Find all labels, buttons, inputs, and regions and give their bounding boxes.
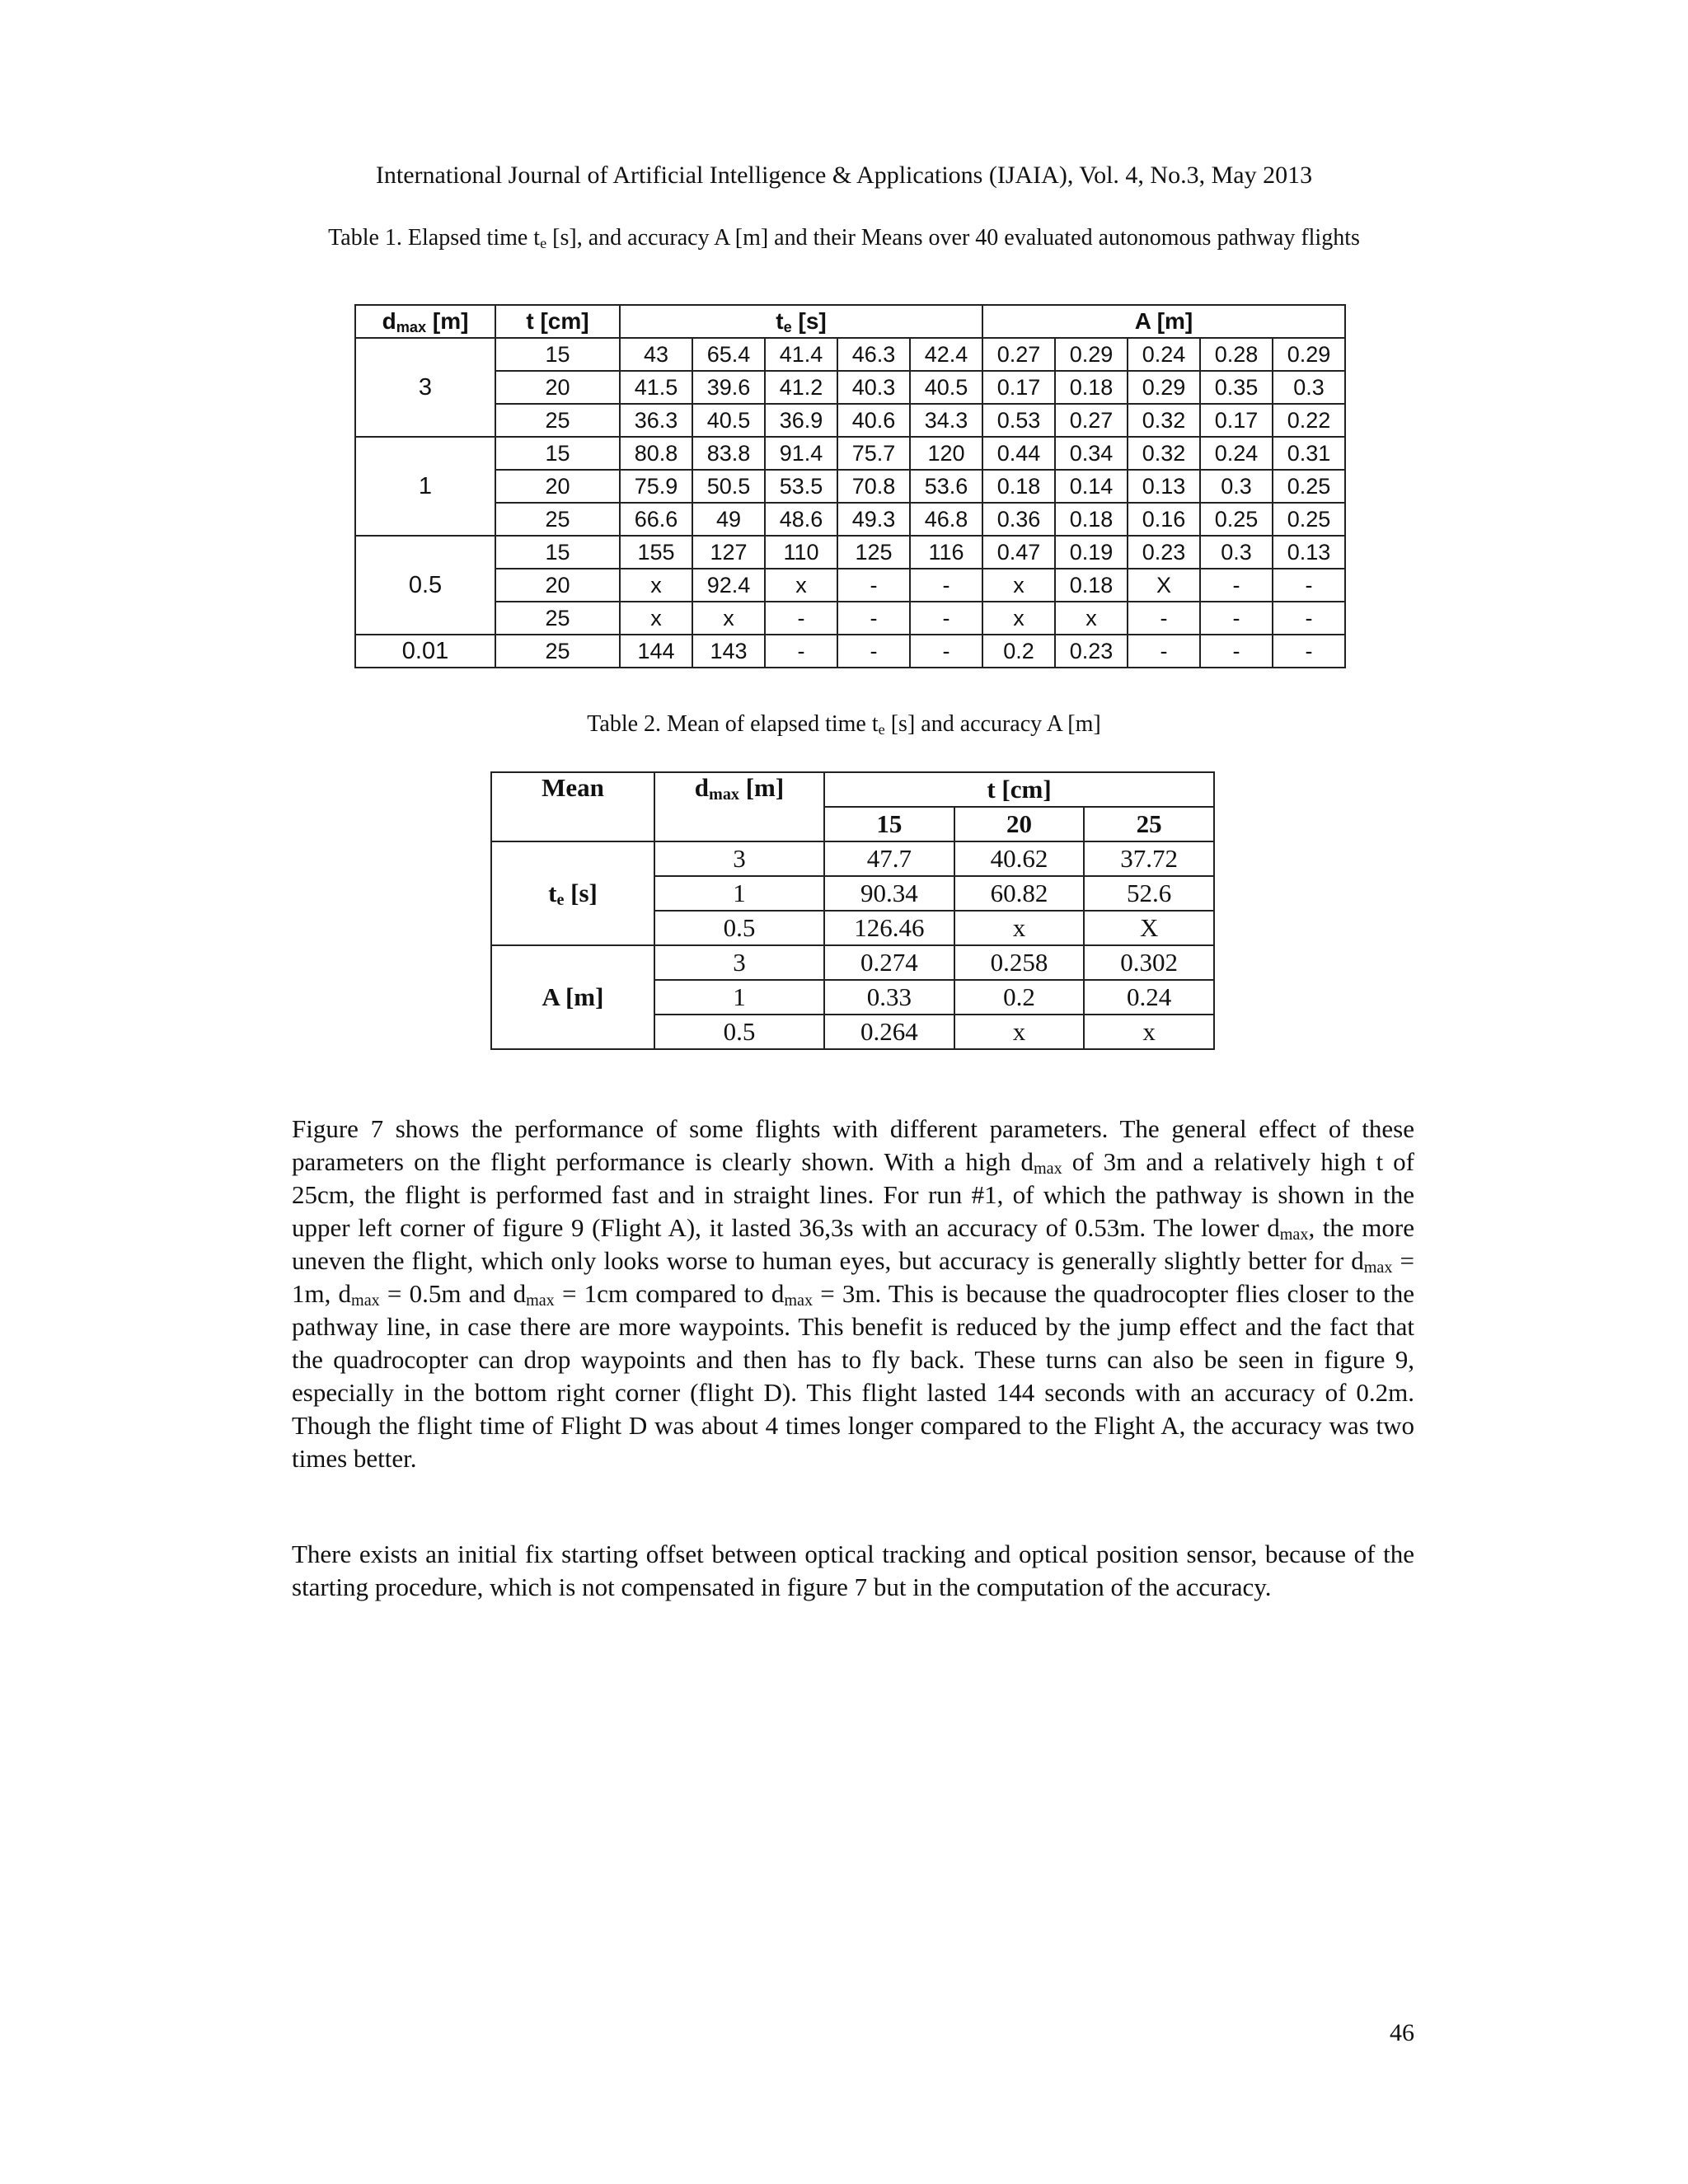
table2-header-t-value: 25 [1084, 807, 1214, 841]
table-row [491, 945, 1214, 980]
table1-accuracy-cell: 0.23 [1128, 536, 1200, 569]
table-row [355, 569, 1345, 602]
table1-te-cell: 39.6 [692, 371, 765, 404]
table1-accuracy-cell: 0.19 [1055, 536, 1128, 569]
table2-value-cell: x [954, 911, 1085, 945]
table1-te-cell: - [765, 602, 837, 635]
table1-accuracy-cell: - [1273, 602, 1345, 635]
table1-accuracy-cell: 0.18 [1055, 569, 1128, 602]
table2-value-cell: 0.264 [824, 1015, 954, 1049]
body-paragraph-1: Figure 7 shows the performance of some flights with different parameters. The general effect of these parameters on the flight performance is clearly shown. With a high $d_{max}$ of 3m and a relatively high t of 25cm, the flight is performed fast and in straight lines. For run #1, of which the pathway is shown in the upper left corner of figure 9 (Flight A), it lasted 36,3s with an accuracy of 0.53m. The lower $d_{max}$, the more uneven the flight, which only looks worse to human eyes, but accuracy is generally slightly better for $d_{max} = 1m$, $d_{max} = 0.5m$ and $d_{max} = 1cm$ compared to $d_{max} = 3m$. This is because the quadrocopter flies closer to the pathway line, in case there are more waypoints. This benefit is reduced by the jump effect and the fact that the quadrocopter can drop waypoints and then has to fly back. These turns can also be seen in figure 9, especially in the bottom right corner (flight D). This flight lasted 144 seconds with an accuracy of 0.2m. Though the flight time of Flight D was about 4 times longer compared to the Flight A, the accuracy was two times better. [292, 1114, 1415, 1473]
table1-te-cell: 41.4 [765, 338, 837, 371]
table1-accuracy-cell: 0.29 [1055, 338, 1128, 371]
table1-te-cell: 43 [620, 338, 692, 371]
table1-te-cell: 127 [692, 536, 765, 569]
table1-te-cell: 50.5 [692, 470, 765, 503]
table1-dmax-cell: 0.01 [355, 635, 495, 668]
table2-value-cell: 52.6 [1084, 876, 1214, 911]
table1-te-cell: - [910, 635, 982, 668]
table1-accuracy-cell: 0.25 [1273, 503, 1345, 536]
table1-t-cell: 25 [495, 602, 620, 635]
table1-accuracy-cell: 0.14 [1055, 470, 1128, 503]
table1-t-cell: 20 [495, 470, 620, 503]
table1-te-cell: 120 [910, 437, 982, 470]
table1-te-cell: 83.8 [692, 437, 765, 470]
table1-dmax-cell: 1 [355, 437, 495, 536]
table1-accuracy-cell: 0.22 [1273, 404, 1345, 437]
table1-te-cell: 70.8 [837, 470, 910, 503]
table1-accuracy-cell: 0.32 [1128, 404, 1200, 437]
table1-accuracy-cell: 0.34 [1055, 437, 1128, 470]
table1-accuracy-cell: x [982, 602, 1055, 635]
table1-te-cell: 41.2 [765, 371, 837, 404]
table1-dmax-cell: 0.5 [355, 536, 495, 635]
table2-value-cell: 37.72 [1084, 841, 1214, 876]
table1-accuracy-cell: - [1128, 602, 1200, 635]
table1-te-cell: 40.3 [837, 371, 910, 404]
table1-te-cell: 36.3 [620, 404, 692, 437]
table1-accuracy-cell: 0.29 [1273, 338, 1345, 371]
table-row [355, 536, 1345, 569]
table1-te-cell: 36.9 [765, 404, 837, 437]
table1-t-cell: 25 [495, 404, 620, 437]
table1-te-cell: x [620, 602, 692, 635]
page-number: 46 [1390, 2019, 1414, 2046]
table1-t-cell: 15 [495, 536, 620, 569]
table1-caption: Table 1. Elapsed time $t_e$ [s], and accuracy A [m] and their Means over 40 evaluated autonomous pathway flights [328, 225, 1360, 251]
table1-accuracy-cell: x [982, 569, 1055, 602]
table-row [355, 503, 1345, 536]
table-row [355, 371, 1345, 404]
table1-accuracy-cell: 0.27 [1055, 404, 1128, 437]
table1-accuracy-cell: 0.24 [1128, 338, 1200, 371]
table1-te-cell: 34.3 [910, 404, 982, 437]
table2-group-label: A [m] [491, 945, 654, 1049]
table-row [355, 404, 1345, 437]
table1-te-cell: 116 [910, 536, 982, 569]
table2-value-cell: 40.62 [954, 841, 1085, 876]
table1-accuracy-cell: 0.31 [1273, 437, 1345, 470]
table2-value-cell: x [954, 1015, 1085, 1049]
table1-te-cell: 92.4 [692, 569, 765, 602]
table1-header-accuracy: A [m] [982, 305, 1345, 338]
table1-te-cell: 40.5 [910, 371, 982, 404]
table1 [354, 304, 1346, 668]
table1-accuracy-cell: 0.28 [1200, 338, 1273, 371]
table1-header-te: $t_e$ [s] [620, 305, 982, 338]
table1-accuracy-cell: 0.32 [1128, 437, 1200, 470]
table1-te-cell: 144 [620, 635, 692, 668]
table1-header-row [355, 305, 1345, 338]
table1-accuracy-cell: 0.36 [982, 503, 1055, 536]
table1-accuracy-cell: 0.44 [982, 437, 1055, 470]
table1-accuracy-cell: 0.3 [1200, 536, 1273, 569]
table1-accuracy-cell: 0.13 [1128, 470, 1200, 503]
table1-accuracy-cell: 0.18 [1055, 371, 1128, 404]
table1-te-cell: x [620, 569, 692, 602]
table1-te-cell: - [765, 635, 837, 668]
table1-accuracy-cell: - [1273, 635, 1345, 668]
table1-accuracy-cell: 0.18 [1055, 503, 1128, 536]
table1-te-cell: 42.4 [910, 338, 982, 371]
table-row [355, 338, 1345, 371]
table1-t-cell: 25 [495, 635, 620, 668]
table1-t-cell: 20 [495, 569, 620, 602]
table1-header-dmax: $d_{max}$ [m] [355, 305, 495, 338]
table1-accuracy-cell: 0.13 [1273, 536, 1345, 569]
table1-accuracy-cell: 0.17 [982, 371, 1055, 404]
table1-te-cell: - [837, 569, 910, 602]
table1-te-cell: 91.4 [765, 437, 837, 470]
table1-te-cell: 46.3 [837, 338, 910, 371]
table1-t-cell: 20 [495, 371, 620, 404]
table2-dmax-cell: 1 [654, 980, 824, 1015]
table1-accuracy-cell: - [1200, 635, 1273, 668]
table1-accuracy-cell: 0.3 [1273, 371, 1345, 404]
table1-accuracy-cell: 0.24 [1200, 437, 1273, 470]
table1-accuracy-cell: 0.2 [982, 635, 1055, 668]
table2-value-cell: X [1084, 911, 1214, 945]
table1-te-cell: 53.6 [910, 470, 982, 503]
table1-te-cell: 40.6 [837, 404, 910, 437]
table1-accuracy-cell: 0.25 [1273, 470, 1345, 503]
table1-te-cell: 48.6 [765, 503, 837, 536]
table1-te-cell: - [910, 569, 982, 602]
table1-te-cell: 53.5 [765, 470, 837, 503]
table2-value-cell: 0.302 [1084, 945, 1214, 980]
table1-accuracy-cell: 0.53 [982, 404, 1055, 437]
table2-dmax-cell: 0.5 [654, 1015, 824, 1049]
table1-accuracy-cell: 0.18 [982, 470, 1055, 503]
table2-caption: Table 2. Mean of elapsed time $t_e$ [s] and accuracy A [m] [587, 711, 1101, 738]
table1-accuracy-cell: 0.16 [1128, 503, 1200, 536]
table2 [490, 771, 1215, 1050]
table1-te-cell: 41.5 [620, 371, 692, 404]
table2-value-cell: 0.274 [824, 945, 954, 980]
table1-te-cell: 143 [692, 635, 765, 668]
table2-header-dmax: $d_{max}$ [m] [654, 772, 824, 841]
table2-header-t: t [cm] [824, 772, 1214, 807]
table1-te-cell: - [910, 602, 982, 635]
table2-value-cell: 60.82 [954, 876, 1085, 911]
table2-value-cell: 47.7 [824, 841, 954, 876]
table1-accuracy-cell: - [1200, 569, 1273, 602]
table1-t-cell: 15 [495, 338, 620, 371]
table1-accuracy-cell: X [1128, 569, 1200, 602]
table1-te-cell: 155 [620, 536, 692, 569]
table1-te-cell: 110 [765, 536, 837, 569]
table1-accuracy-cell: 0.35 [1200, 371, 1273, 404]
table1-te-cell: 75.9 [620, 470, 692, 503]
table2-dmax-cell: 0.5 [654, 911, 824, 945]
table-row [355, 470, 1345, 503]
table1-te-cell: 65.4 [692, 338, 765, 371]
table1-accuracy-cell: - [1128, 635, 1200, 668]
table1-te-cell: 66.6 [620, 503, 692, 536]
table1-te-cell: x [765, 569, 837, 602]
table1-te-cell: x [692, 602, 765, 635]
table1-dmax-cell: 3 [355, 338, 495, 437]
table1-te-cell: - [837, 635, 910, 668]
table1-t-cell: 15 [495, 437, 620, 470]
table2-header-t-value: 20 [954, 807, 1085, 841]
table1-accuracy-cell: 0.27 [982, 338, 1055, 371]
table1-te-cell: 46.8 [910, 503, 982, 536]
table1-accuracy-cell: 0.47 [982, 536, 1055, 569]
table2-group-label: $t_e$ [s] [491, 841, 654, 945]
table1-t-cell: 25 [495, 503, 620, 536]
table2-value-cell: 90.34 [824, 876, 954, 911]
table1-header-t: t [cm] [495, 305, 620, 338]
table1-te-cell: 40.5 [692, 404, 765, 437]
table2-value-cell: 0.24 [1084, 980, 1214, 1015]
table2-value-cell: 0.33 [824, 980, 954, 1015]
table1-te-cell: - [837, 602, 910, 635]
table2-dmax-cell: 1 [654, 876, 824, 911]
table1-accuracy-cell: 0.3 [1200, 470, 1273, 503]
table1-accuracy-cell: 0.23 [1055, 635, 1128, 668]
table2-header-mean: Mean [491, 772, 654, 841]
table2-dmax-cell: 3 [654, 841, 824, 876]
table2-header-row [491, 772, 1214, 807]
table1-accuracy-cell: - [1273, 569, 1345, 602]
table2-value-cell: 0.2 [954, 980, 1085, 1015]
table-row [355, 437, 1345, 470]
table1-accuracy-cell: - [1200, 602, 1273, 635]
table-row [491, 841, 1214, 876]
table2-value-cell: 0.258 [954, 945, 1085, 980]
table1-te-cell: 49 [692, 503, 765, 536]
table2-dmax-cell: 3 [654, 945, 824, 980]
table1-accuracy-cell: 0.17 [1200, 404, 1273, 437]
table-row [355, 635, 1345, 668]
table1-accuracy-cell: 0.29 [1128, 371, 1200, 404]
table2-header-t-value: 15 [824, 807, 954, 841]
table-row [355, 602, 1345, 635]
table2-value-cell: x [1084, 1015, 1214, 1049]
running-header: International Journal of Artificial Intelligence & Applications (IJAIA), Vol. 4, No.3, May 2013 [375, 162, 1313, 189]
table1-accuracy-cell: x [1055, 602, 1128, 635]
table1-te-cell: 80.8 [620, 437, 692, 470]
table1-te-cell: 125 [837, 536, 910, 569]
table1-te-cell: 75.7 [837, 437, 910, 470]
body-paragraph-2: There exists an initial fix starting offset between optical tracking and optical position sensor, because of the starting procedure, which is not compensated in figure 7 but in the computation of the accuracy. [292, 1540, 1414, 1601]
table2-value-cell: 126.46 [824, 911, 954, 945]
table1-te-cell: 49.3 [837, 503, 910, 536]
table1-accuracy-cell: 0.25 [1200, 503, 1273, 536]
